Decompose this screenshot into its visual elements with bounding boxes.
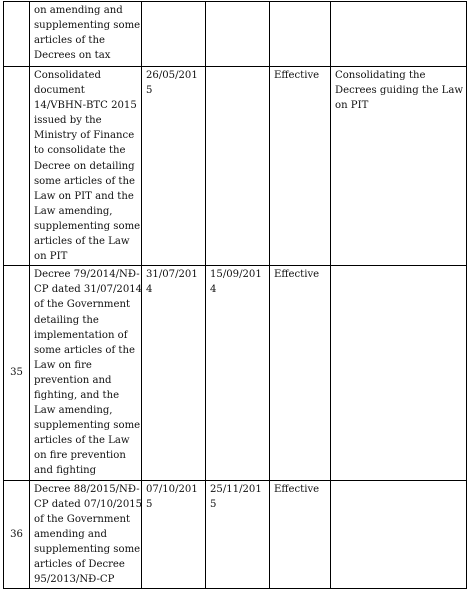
effective-date-cell: 25/11/2015	[206, 480, 270, 589]
issued-date-cell: 07/10/2015	[142, 480, 206, 589]
title-line: supplementing some	[34, 220, 141, 232]
row-number-cell	[4, 67, 30, 266]
title-line: on PIT	[34, 251, 68, 263]
note-line: on PIT	[335, 100, 369, 112]
title-line: detailing the	[34, 314, 99, 326]
title-line: Law on PIT and the	[34, 190, 134, 202]
title-line: 95/2013/NĐ-CP	[34, 574, 115, 586]
row-number-cell: 36	[4, 480, 30, 589]
document-title-cell	[30, 266, 142, 480]
status-cell: Effective	[270, 67, 331, 266]
title-line: some articles of the	[34, 344, 135, 356]
row-number-cell: 35	[4, 266, 30, 480]
effective-date-cell: 15/09/2014	[206, 266, 270, 480]
title-line: articles of the Law	[34, 236, 130, 248]
title-line: and fighting	[34, 465, 97, 477]
title-line: CP dated 31/07/2014	[34, 284, 143, 296]
title-line: on fire prevention	[34, 450, 126, 462]
status-cell	[270, 2, 331, 67]
table-row	[4, 67, 467, 266]
status-cell: Effective	[270, 266, 331, 480]
title-line: some articles of the	[34, 175, 135, 187]
title-line: fighting, and the	[34, 389, 120, 401]
title-line: Decree on detailing	[34, 160, 135, 172]
title-line: Decree 79/2014/NĐ-	[34, 269, 140, 281]
note-cell	[331, 266, 467, 480]
row-number-cell	[4, 2, 30, 67]
title-line: of the Government	[34, 513, 131, 525]
effective-date-cell	[206, 67, 270, 266]
note-cell	[331, 67, 467, 266]
title-line: 14/VBHN-BTC 2015	[34, 100, 137, 112]
note-line: Decrees guiding the Law	[335, 85, 464, 97]
title-line: Law amending,	[34, 405, 113, 417]
title-line: Law amending,	[34, 205, 113, 217]
legal-documents-table	[3, 1, 467, 589]
note-cell	[331, 2, 467, 67]
title-line: CP dated 07/10/2015	[34, 498, 143, 510]
issued-date-cell: 31/07/2014	[142, 266, 206, 480]
title-line: supplementing some	[34, 20, 141, 32]
title-line: articles of Decree	[34, 559, 125, 570]
title-line: supplementing some	[34, 420, 141, 432]
title-line: Decrees on tax	[34, 50, 111, 62]
status-cell: Effective	[270, 480, 331, 589]
title-line: to consolidate the	[34, 145, 126, 157]
document-title-cell	[30, 480, 142, 589]
title-line: amending and	[34, 528, 107, 540]
table-row	[4, 480, 467, 589]
title-line: Ministry of Finance	[34, 130, 135, 142]
title-line: document	[34, 85, 85, 97]
table-row	[4, 266, 467, 480]
note-line: Consolidating the	[335, 70, 426, 81]
title-line: Decree 88/2015/NĐ-	[34, 483, 140, 495]
document-title-cell	[30, 67, 142, 266]
note-cell	[331, 480, 467, 589]
title-line: of the Government	[34, 299, 131, 311]
title-line: Consolidated	[34, 70, 101, 81]
issued-date-cell	[142, 2, 206, 67]
title-line: Law on fire	[34, 359, 92, 371]
title-line: on amending and	[34, 5, 123, 16]
title-line: supplementing some	[34, 543, 141, 555]
effective-date-cell	[206, 2, 270, 67]
title-line: articles of the	[34, 35, 105, 47]
title-line: issued by the	[34, 115, 102, 127]
issued-date-cell: 26/05/2015	[142, 67, 206, 266]
document-title-cell	[30, 2, 142, 67]
title-line: implementation of	[34, 329, 128, 341]
table-row	[4, 2, 467, 67]
title-line: articles of the Law	[34, 435, 130, 447]
title-line: prevention and	[34, 374, 112, 386]
